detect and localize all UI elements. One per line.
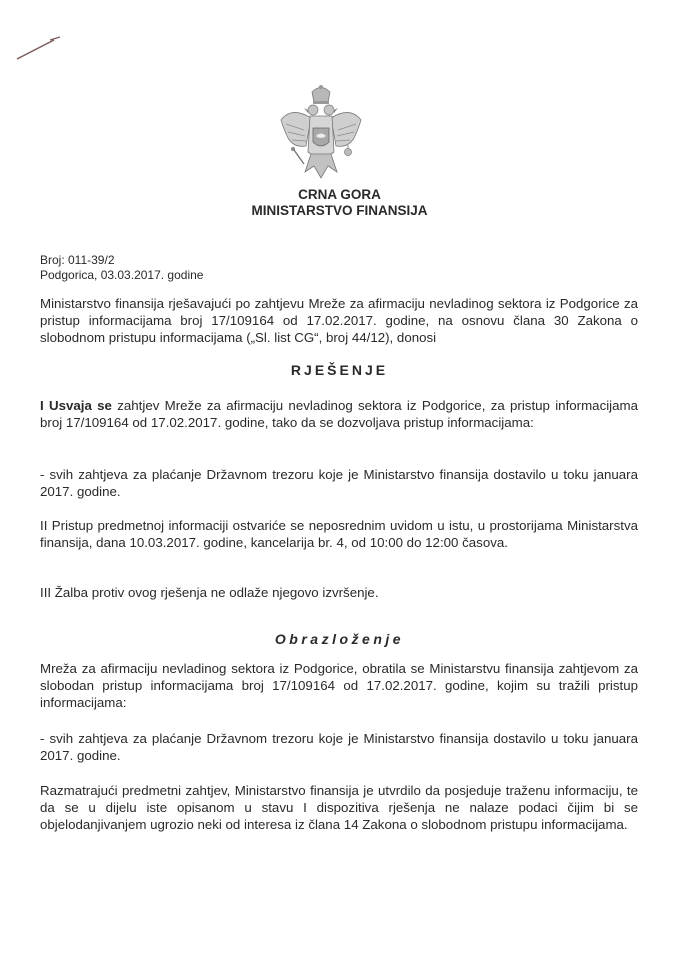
decision-item-2: II Pristup predmetnoj informaciji ostvariće se neposrednim uvidom u istu, u prostorijama Ministarstva finansija, dana 10.03.2017. godine, kancelarija br. 4, od 10:00 do 12:00 časova.	[40, 518, 638, 550]
pen-stroke-icon	[14, 34, 64, 64]
reasoning-paragraph-2: Razmatrajući predmetni zahtjev, Ministarstvo finansija je utvrdilo da posjeduje traženu informaciju, te da se u dijelu iste opisanom u stavu I dispozitiva rješenja ne nalaze podaci čijim bi se objelodanjivanjem ugrozio neki od interesa iz člana 14 Zakona o slobodnom pristupu informacijama.	[40, 783, 638, 832]
decision-title: RJEŠENJE	[290, 362, 389, 378]
montenegro-coat-of-arms-icon	[278, 84, 364, 182]
decision-item-1	[40, 398, 638, 432]
decision-item-1-bullet: - svih zahtjeva za plaćanje Državnom trezoru koje je Ministarstvo finansija dostavilo u toku januara 2017. godine.	[40, 467, 638, 499]
reasoning-title: Obrazloženje	[274, 631, 405, 647]
document-number: Broj: 011-39/2	[40, 253, 115, 267]
decision-item-3: III Žalba protiv ovog rješenja ne odlaže njegovo izvršenje.	[40, 585, 379, 600]
intro-paragraph: Ministarstvo finansija rješavajući po zahtjevu Mreže za afirmaciju nevladinog sektora iz Podgorice za pristup informacijama broj 17/109164 od 17.02.2017. godine, na osnovu člana 30 Zakona o slobodnom pristupu informacijama („Sl. list CG“, broj 44/12), donosi	[40, 296, 638, 345]
decision-item-1-lead: I Usvaja se	[40, 398, 112, 413]
reasoning-paragraph-1: Mreža za afirmaciju nevladinog sektora iz Podgorice, obratila se Ministarstvu finansija zahtjevom za slobodan pristup informacijama broj 17/109164 od 17.02.2017. godine, kojim su tražili pristup informacijama:	[40, 661, 638, 710]
place-date: Podgorica, 03.03.2017. godine	[40, 268, 204, 282]
ministry-name: MINISTARSTVO FINANSIJA	[251, 203, 428, 218]
reasoning-bullet: - svih zahtjeva za plaćanje Državnom trezoru koje je Ministarstvo finansija dostavilo u toku januara 2017. godine.	[40, 731, 638, 763]
decision-item-1-text: zahtjev Mreže za afirmaciju nevladinog sektora iz Podgorice, za pristup informacijama broj 17/109164 od 17.02.2017. godine, tako da se dozvoljava pristup informacijama:	[40, 398, 638, 430]
country-name: CRNA GORA	[298, 187, 381, 202]
